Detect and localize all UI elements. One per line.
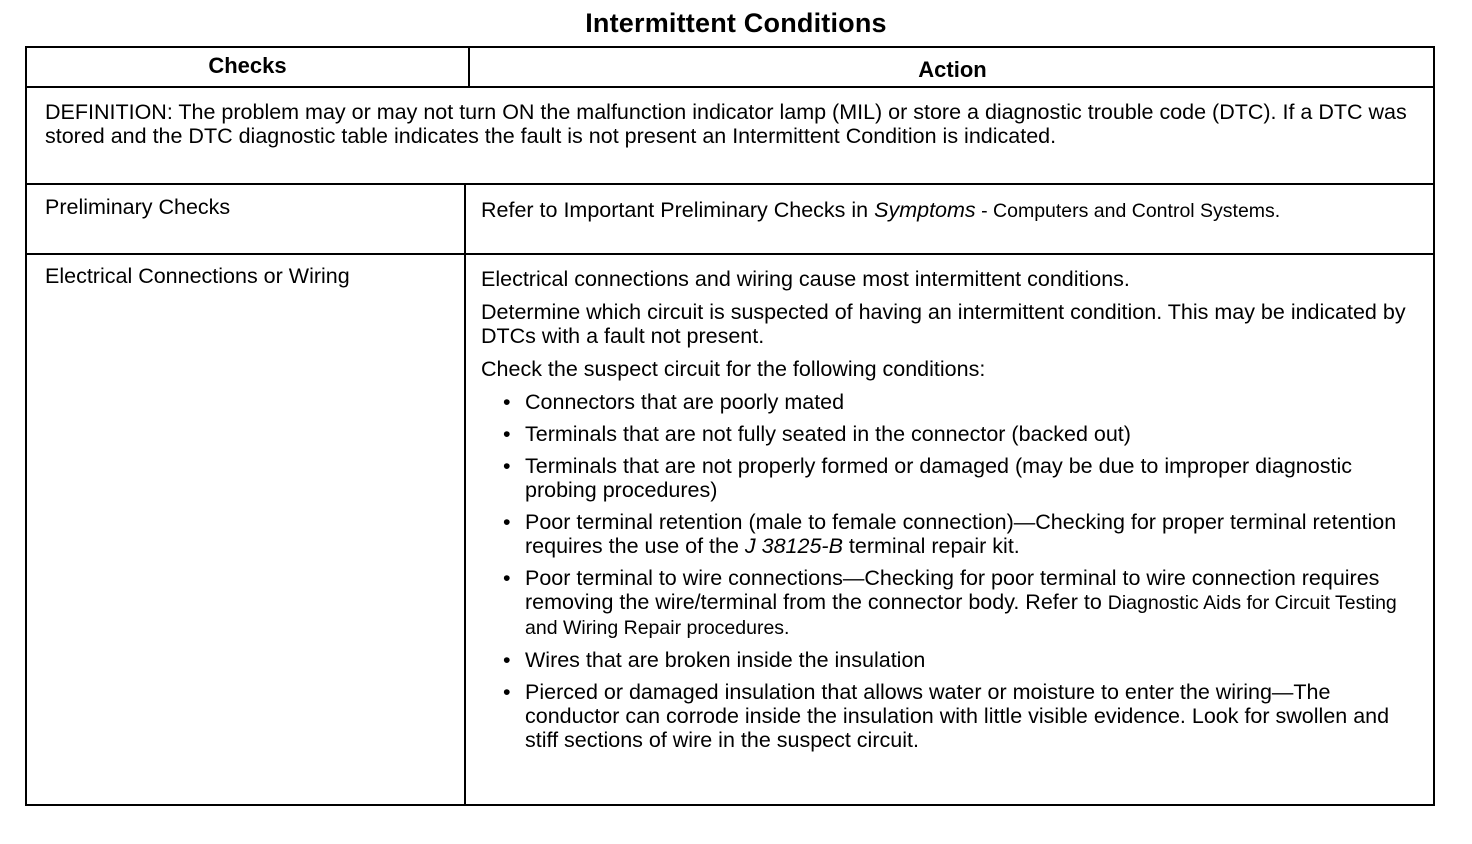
list-item	[481, 680, 1426, 752]
action-text-suffix: - Computers and Control Systems.	[975, 200, 1281, 222]
bullet-icon: •	[503, 680, 511, 704]
row-divider	[27, 253, 1433, 255]
list-item-text: Wires that are broken inside the insulation	[525, 648, 926, 672]
diagnostic-aids-reference: Diagnostic Aids for Circuit Testing and Wiring Repair procedures.	[525, 592, 1397, 639]
action-paragraph: Electrical connections and wiring cause most intermittent conditions.	[481, 267, 1130, 291]
list-item-text-suffix: terminal repair kit.	[842, 534, 1020, 558]
list-item-text: Pierced or damaged insulation that allows water or moisture to enter the wiring—The conductor can corrode inside the insulation with little visible evidence. Look for swollen and stiff sections of wire in the suspect circuit.	[525, 680, 1390, 752]
action-paragraph: Check the suspect circuit for the following conditions:	[481, 357, 986, 381]
intermittent-conditions-table	[25, 46, 1435, 806]
header-divider	[27, 86, 1433, 88]
check-preliminary-checks: Preliminary Checks	[45, 195, 231, 219]
bullet-icon: •	[503, 510, 511, 534]
header-column-divider	[468, 48, 470, 86]
action-paragraph: Determine which circuit is suspected of having an intermittent condition. This may be indicated by DTCs with a fault not present.	[481, 300, 1406, 348]
symptoms-reference: Symptoms	[874, 198, 976, 222]
page-title: Intermittent Conditions	[585, 8, 887, 38]
action-text: Refer to Important Preliminary Checks in	[481, 198, 875, 222]
list-item	[481, 566, 1426, 640]
action-electrical-connections	[481, 267, 1426, 760]
check-electrical-connections: Electrical Connections or Wiring	[45, 264, 350, 288]
list-item	[481, 390, 1426, 414]
list-item-text: Poor terminal to wire connections—Checking for poor terminal to wire connection requires removing the wire/terminal from the connector body. Refer to	[525, 566, 1380, 614]
bullet-icon: •	[503, 390, 511, 414]
bullet-icon: •	[503, 454, 511, 478]
tool-reference: J 38125-B	[744, 534, 843, 558]
bullet-icon: •	[503, 648, 511, 672]
definition-text: DEFINITION: The problem may or may not turn ON the malfunction indicator lamp (MIL) or store a diagnostic trouble code (DTC). If a DTC was stored and the DTC diagnostic table indicates the fault is not present an Intermittent Condition is indicated.	[45, 100, 1407, 148]
list-item	[481, 648, 1426, 672]
action-column-header: Action	[918, 57, 987, 82]
list-item-text: Connectors that are poorly mated	[525, 390, 845, 414]
list-item-text: Terminals that are not fully seated in the connector (backed out)	[525, 422, 1131, 446]
list-item-text: Poor terminal retention (male to female connection)—Checking for proper terminal retention requires the use of the	[525, 510, 1397, 558]
list-item	[481, 510, 1426, 558]
list-item	[481, 422, 1426, 446]
action-preliminary-checks	[481, 198, 1426, 223]
checks-column-header: Checks	[208, 53, 287, 78]
list-item-text: Terminals that are not properly formed or damaged (may be due to improper diagnostic probing procedures)	[525, 454, 1352, 502]
conditions-list	[481, 390, 1426, 752]
definition-divider	[27, 183, 1433, 185]
bullet-icon: •	[503, 422, 511, 446]
bullet-icon: •	[503, 566, 511, 590]
list-item	[481, 454, 1426, 502]
